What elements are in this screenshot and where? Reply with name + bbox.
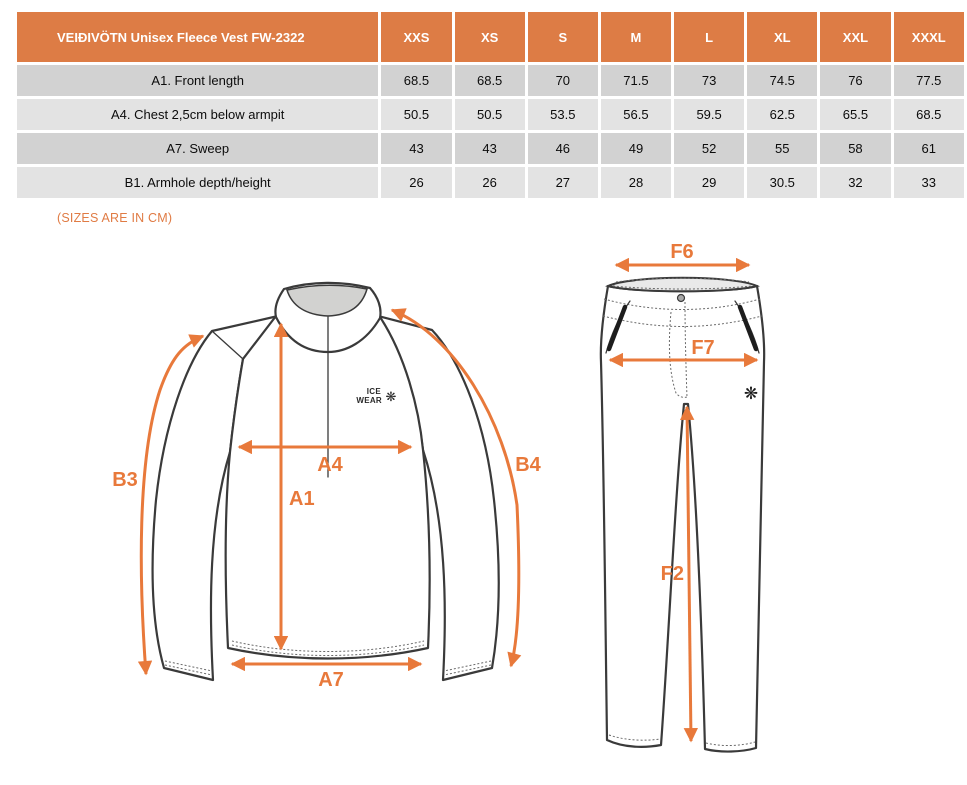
measurement-value: 29 bbox=[674, 167, 744, 198]
measurement-value: 71.5 bbox=[601, 65, 671, 96]
label-b3: B3 bbox=[112, 469, 138, 491]
label-a1: A1 bbox=[289, 488, 315, 510]
measurement-value: 46 bbox=[528, 133, 598, 164]
measurement-value: 62.5 bbox=[747, 99, 817, 130]
waist-button bbox=[678, 295, 685, 302]
measurement-value: 65.5 bbox=[820, 99, 890, 130]
measurement-label: A4. Chest 2,5cm below armpit bbox=[17, 99, 378, 130]
shirt-logo-snowflake-icon: ❋ bbox=[385, 390, 397, 405]
pants-body bbox=[601, 286, 764, 752]
label-f7: F7 bbox=[691, 337, 715, 359]
measurement-value: 28 bbox=[601, 167, 671, 198]
size-header-xl: XL bbox=[747, 12, 817, 62]
measurement-value: 68.5 bbox=[894, 99, 964, 130]
pants-diagram bbox=[601, 278, 764, 752]
measurement-value: 73 bbox=[674, 65, 744, 96]
arrow-f2 bbox=[687, 407, 691, 741]
measurement-value: 53.5 bbox=[528, 99, 598, 130]
measurement-value: 43 bbox=[455, 133, 525, 164]
size-header-xxs: XXS bbox=[381, 12, 451, 62]
size-header-s: S bbox=[528, 12, 598, 62]
label-a4: A4 bbox=[317, 454, 343, 476]
label-f6: F6 bbox=[670, 241, 694, 263]
label-f2: F2 bbox=[660, 563, 684, 585]
measurement-value: 61 bbox=[894, 133, 964, 164]
label-a7: A7 bbox=[318, 669, 344, 691]
measurement-value: 56.5 bbox=[601, 99, 671, 130]
measurement-value: 77.5 bbox=[894, 65, 964, 96]
measurement-value: 74.5 bbox=[747, 65, 817, 96]
measurement-value: 76 bbox=[820, 65, 890, 96]
measurement-value: 26 bbox=[455, 167, 525, 198]
measurement-label: A1. Front length bbox=[17, 65, 378, 96]
measurement-value: 70 bbox=[528, 65, 598, 96]
measurement-value: 50.5 bbox=[455, 99, 525, 130]
size-header-m: M bbox=[601, 12, 671, 62]
shirt-logo-line1: ICE bbox=[366, 387, 381, 396]
size-header-xxl: XXL bbox=[820, 12, 890, 62]
measurement-value: 32 bbox=[820, 167, 890, 198]
size-header-xxxl: XXXL bbox=[894, 12, 964, 62]
label-b4: B4 bbox=[515, 454, 541, 476]
measurement-value: 33 bbox=[894, 167, 964, 198]
measurement-value: 27 bbox=[528, 167, 598, 198]
measurement-value: 68.5 bbox=[381, 65, 451, 96]
measurement-label: A7. Sweep bbox=[17, 133, 378, 164]
sizes-unit-note: (SIZES ARE IN CM) bbox=[57, 211, 173, 225]
shirt-logo-line2: WEAR bbox=[356, 396, 382, 405]
size-header-l: L bbox=[674, 12, 744, 62]
measurement-value: 68.5 bbox=[455, 65, 525, 96]
measurement-value: 26 bbox=[381, 167, 451, 198]
measurement-value: 55 bbox=[747, 133, 817, 164]
measurement-value: 49 bbox=[601, 133, 671, 164]
measurement-label: B1. Armhole depth/height bbox=[17, 167, 378, 198]
shirt-diagram bbox=[152, 283, 498, 680]
measurement-value: 43 bbox=[381, 133, 451, 164]
measurement-value: 52 bbox=[674, 133, 744, 164]
measurement-value: 58 bbox=[820, 133, 890, 164]
pants-logo-snowflake-icon: ❋ bbox=[743, 384, 759, 404]
measurement-value: 30.5 bbox=[747, 167, 817, 198]
product-title: VEIÐIVÖTN Unisex Fleece Vest FW-2322 bbox=[17, 12, 378, 62]
size-header-xs: XS bbox=[455, 12, 525, 62]
measurement-value: 50.5 bbox=[381, 99, 451, 130]
measurement-value: 59.5 bbox=[674, 99, 744, 130]
